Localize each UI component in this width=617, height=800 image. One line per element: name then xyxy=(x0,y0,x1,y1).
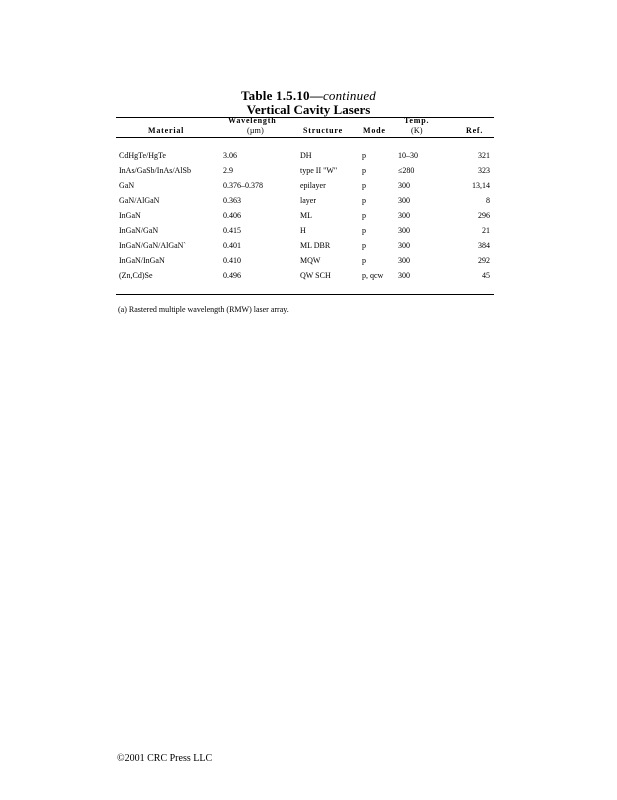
cell-material: InGaN/GaN xyxy=(119,226,159,235)
cell-ref: 13,14 xyxy=(472,181,490,190)
cell-structure: MQW xyxy=(300,256,321,265)
cell-material: CdHgTe/HgTe xyxy=(119,151,166,160)
header-ref: Ref. xyxy=(466,126,484,135)
header-mode: Mode xyxy=(363,126,386,135)
cell-wavelength: 3.06 xyxy=(223,151,237,160)
copyright-footer: ©2001 CRC Press LLC xyxy=(117,753,213,764)
cell-material: GaN/AlGaN xyxy=(119,196,160,205)
cell-wavelength: 0.401 xyxy=(223,241,241,250)
table-continued: continued xyxy=(322,88,377,103)
cell-ref: 292 xyxy=(478,256,490,265)
cell-structure: QW SCH xyxy=(300,271,331,280)
table-number: Table 1.5.10— xyxy=(240,88,323,103)
cell-mode: p xyxy=(362,166,366,175)
cell-material: InGaN/GaN/AlGaN` xyxy=(119,241,187,250)
cell-material: InAs/GaSb/InAs/AlSb xyxy=(119,166,192,175)
cell-mode: p xyxy=(362,196,366,205)
cell-ref: 45 xyxy=(482,271,490,280)
cell-ref: 21 xyxy=(482,226,490,235)
table-top-rule xyxy=(116,117,494,118)
cell-wavelength: 2.9 xyxy=(223,166,233,175)
cell-mode: p xyxy=(362,151,366,160)
cell-structure: epilayer xyxy=(300,181,326,190)
cell-temp: 300 xyxy=(398,196,410,205)
table-title xyxy=(0,89,617,117)
cell-ref: 384 xyxy=(478,241,490,250)
cell-temp: 300 xyxy=(398,241,410,250)
cell-mode: p xyxy=(362,256,366,265)
cell-temp: 300 xyxy=(398,271,410,280)
cell-structure: DH xyxy=(300,151,312,160)
cell-ref: 8 xyxy=(486,196,490,205)
cell-temp: 300 xyxy=(398,226,410,235)
cell-wavelength: 0.496 xyxy=(223,271,241,280)
cell-structure: ML xyxy=(300,211,312,220)
table-subtitle: Vertical Cavity Lasers xyxy=(246,102,371,117)
cell-material: GaN xyxy=(119,181,135,190)
cell-material: InGaN xyxy=(119,211,141,220)
header-temp: Temp. xyxy=(404,116,430,125)
header-structure: Structure xyxy=(303,126,343,135)
cell-structure: type II "W" xyxy=(300,166,338,175)
table-bottom-rule xyxy=(116,294,494,295)
cell-wavelength: 0.363 xyxy=(223,196,241,205)
cell-material: (Zn,Cd)Se xyxy=(119,271,153,280)
header-wavelength: Wavelength xyxy=(228,116,277,125)
header-temp-unit: (K) xyxy=(411,126,423,135)
header-material: Material xyxy=(148,126,185,135)
cell-temp: 300 xyxy=(398,211,410,220)
cell-structure: ML DBR xyxy=(300,241,331,250)
cell-ref: 321 xyxy=(478,151,490,160)
cell-structure: layer xyxy=(300,196,316,205)
cell-mode: p xyxy=(362,226,366,235)
cell-wavelength: 0.376–0.378 xyxy=(223,181,263,190)
cell-mode: p xyxy=(362,181,366,190)
cell-mode: p, qcw xyxy=(362,271,384,280)
table-footnote: (a) Rastered multiple wavelength (RMW) laser array. xyxy=(118,305,289,314)
table-title-line xyxy=(0,89,617,103)
header-wavelength-unit: (µm) xyxy=(247,126,264,135)
cell-wavelength: 0.406 xyxy=(223,211,241,220)
cell-wavelength: 0.410 xyxy=(223,256,241,265)
cell-temp: 300 xyxy=(398,181,410,190)
cell-temp: ≤280 xyxy=(398,166,415,175)
cell-mode: p xyxy=(362,241,366,250)
cell-temp: 10–30 xyxy=(398,151,418,160)
cell-ref: 323 xyxy=(478,166,490,175)
cell-wavelength: 0.415 xyxy=(223,226,241,235)
header-bottom-rule xyxy=(116,137,494,138)
cell-structure: H xyxy=(300,226,306,235)
cell-mode: p xyxy=(362,211,366,220)
cell-ref: 296 xyxy=(478,211,490,220)
cell-temp: 300 xyxy=(398,256,410,265)
cell-material: InGaN/InGaN xyxy=(119,256,165,265)
